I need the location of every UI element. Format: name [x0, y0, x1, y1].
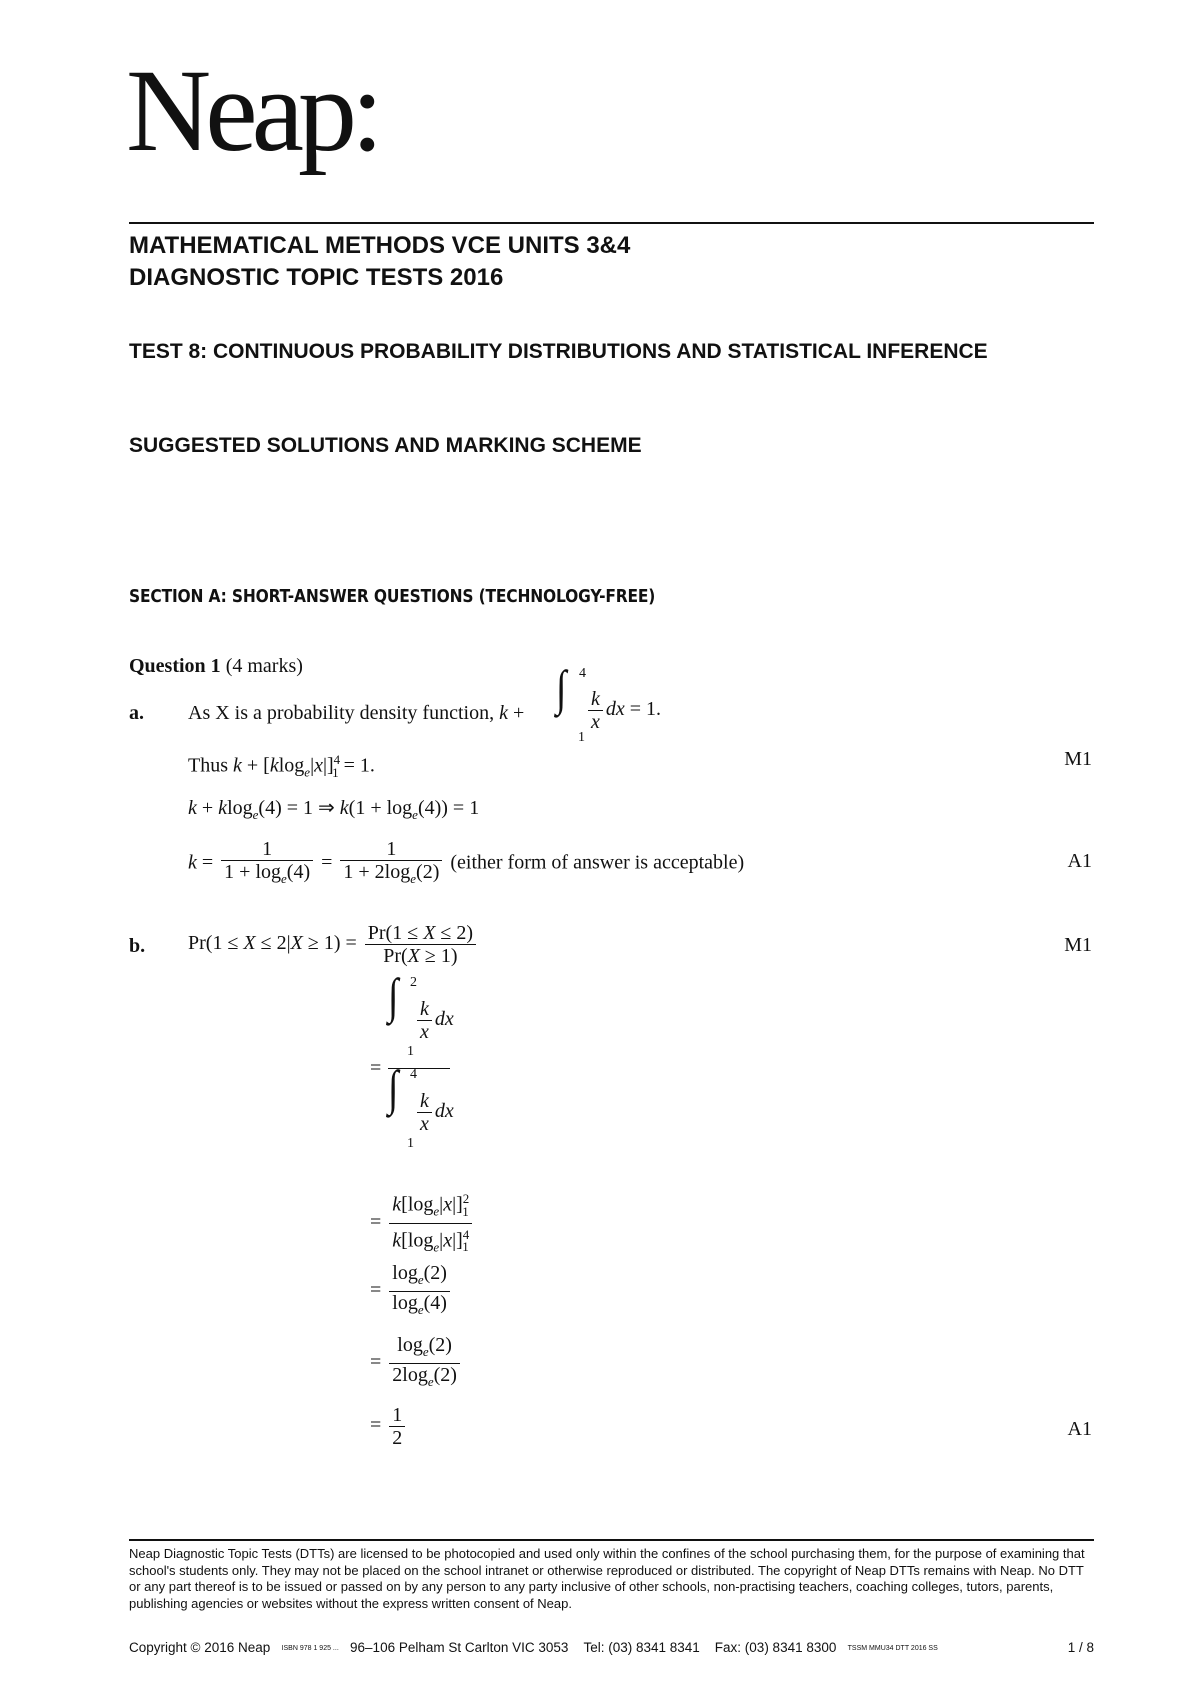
part-a-intro: As X is a probability density function,: [188, 702, 495, 724]
part-a-line4: k = $\frac{1}{1 + \log_e(4)}$ = $\frac{1}{1 + 2\log_e(2)}$ (either form of answer is acceptable): [188, 838, 745, 886]
doc-title-line2: DIAGNOSTIC TOPIC TESTS 2016: [129, 264, 504, 291]
isbn: ISBN 978 1 925 ...: [281, 1644, 339, 1652]
header-rule: [129, 222, 1094, 224]
equals-1: =: [370, 1057, 382, 1079]
telephone: Tel: (03) 8341 8341: [583, 1640, 700, 1655]
part-b-line3: = $\frac{k[\log_e|x|]^2_1}{k[\log_e|x|]^4_1}$: [370, 1188, 475, 1258]
fax: Fax: (03) 8341 8300: [714, 1640, 837, 1655]
part-b-line5: = $\frac{\log_e(2)}{2\log_e(2)}$: [370, 1334, 463, 1393]
integral-den-upper: 4: [410, 1067, 417, 1082]
doc-subtitle: SUGGESTED SOLUTIONS AND MARKING SCHEME: [129, 434, 642, 457]
integrand-den: $\frac{k}{x}$ dx: [414, 1090, 454, 1135]
integral-den-lower: 1: [407, 1136, 414, 1151]
address: 96–106 Pelham St Carlton VIC 3053: [350, 1640, 569, 1655]
integral-a: ∫: [556, 661, 567, 717]
copyright: Copyright © 2016 Neap: [129, 1640, 271, 1655]
doc-code: TSSM MMU34 DTT 2016 SS: [847, 1644, 938, 1652]
mark-m1-a: M1: [1064, 748, 1092, 770]
integrand-a: $\frac{k}{x}$ dx = 1.: [585, 688, 661, 733]
integral-a-upper: 4: [579, 666, 586, 681]
section-title: SECTION A: SHORT-ANSWER QUESTIONS (TECHNOLOGY-FREE): [129, 586, 656, 607]
part-b-line1: Pr(1 ≤ X ≤ 2|X ≥ 1) = $\frac{Pr(1 \le X \le 2)}{Pr(X \ge 1)}$: [188, 922, 479, 967]
integral-num: ∫: [388, 969, 399, 1025]
part-a-line2: Thus $k + [klog_e|x|]^4_1 = 1$.: [188, 752, 375, 780]
part-b-line4: = $\frac{\log_e(2)}{\log_e(4)}$: [370, 1262, 453, 1321]
integral-a-lower: 1: [578, 730, 585, 745]
integral-den: ∫: [388, 1061, 399, 1117]
thus-word: Thus: [188, 754, 228, 777]
part-b-label: b.: [129, 935, 146, 957]
question-marks: (4 marks): [225, 655, 303, 677]
part-a-line3: k + klog$_e$(4) = 1 ⇒ $k(1 + \log_e(4)) = 1$: [188, 797, 480, 822]
footer-rule: [129, 1539, 1094, 1541]
doc-title-line1: MATHEMATICAL METHODS VCE UNITS 3&4: [129, 232, 631, 259]
either-form-note: (either form of answer is acceptable): [450, 851, 745, 874]
page-number: 1 / 8: [1067, 1640, 1094, 1655]
part-a-line1: As X is a probability density function, k +: [188, 702, 525, 724]
mark-a1-a: A1: [1067, 850, 1092, 872]
neap-logo: Neap:: [126, 45, 378, 176]
question-heading: [129, 654, 303, 678]
mark-a1-b: A1: [1067, 1418, 1092, 1440]
part-a-label: a.: [129, 702, 144, 724]
integral-num-lower: 1: [407, 1044, 414, 1059]
test-title: TEST 8: CONTINUOUS PROBABILITY DISTRIBUTIONS AND STATISTICAL INFERENCE: [129, 340, 988, 363]
licence-text: Neap Diagnostic Topic Tests (DTTs) are licensed to be photocopied and used only within the confines of the school purchasing them, for the purpose of examining that school's students only. They may not be placed on the school intranet or otherwise reproduced or distributed. The copyright of Neap DTTs remains with Neap. No DTT or any part thereof is to be issued or passed on by any person to any party inclusive of other schools, non-practising teachers, coaching colleges, tutors, parents, publishing agencies or websites without the express written consent of Neap.: [129, 1546, 1085, 1611]
part-b-line6: = $\frac{1}{2}$: [370, 1404, 408, 1449]
integrand-num: $\frac{k}{x}$ dx: [414, 998, 454, 1043]
footer-line: [129, 1640, 938, 1655]
integral-num-upper: 2: [410, 975, 417, 990]
question-number: Question 1: [129, 655, 221, 677]
mark-m1-b: M1: [1064, 934, 1092, 956]
